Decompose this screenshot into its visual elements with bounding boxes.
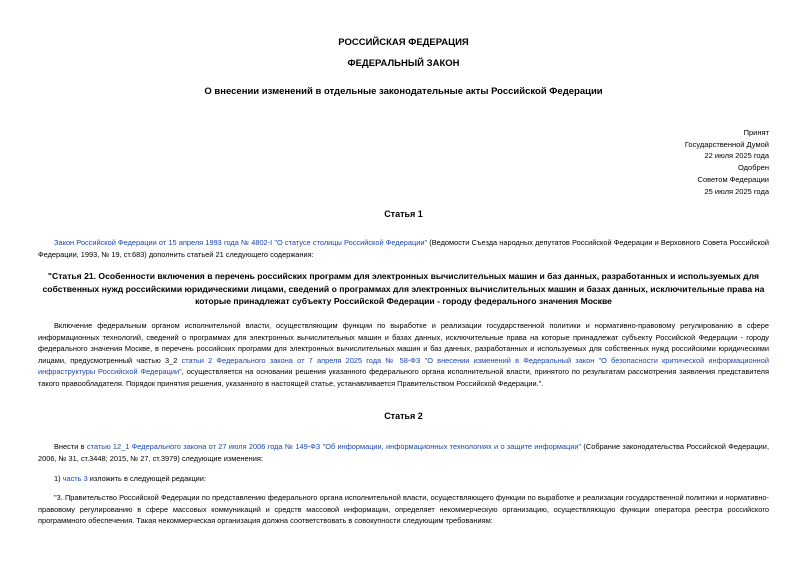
paragraph-text: изложить в следующей редакции: [87, 474, 206, 483]
adoption-line: 22 июля 2025 года [704, 151, 769, 161]
paragraph-text: (Собрание законодательства Российской Федерации, 2006, № 31, ст.3448; 2015, № 27, ст.3979) следующие изменения: [38, 442, 769, 463]
new-article-title: "Статья 21. Особенности включения в перечень российских программ для электронных вычислительных машин и баз данных, разработанных и используемых для собственных нужд российскими юридическими лицами, сведений о программах для электронных вычислительных машин и базах данных, исключительные права на которые принадлежат субъекту Российской Федерации - городу федерального значения Москве [42, 271, 765, 306]
law-type-heading: ФЕДЕРАЛЬНЫЙ ЗАКОН [347, 58, 460, 69]
article-2-item-1 [38, 473, 769, 485]
article-2-quote: "3. Правительство Российской Федерации по представлению федерального органа исполнительной власти, осуществляющего функции по выработке и реализации государственной политики и нормативно-правовому регулированию в сфере массовых коммуникаций и средств массовой информации, определяет некоммерческую организацию, осуществляющую функции оператора реестра российского программного обеспечения. Такая некоммерческая организация должна соответствовать в совокупности следующим требованиям: [38, 493, 769, 526]
adoption-line: 25 июля 2025 года [704, 186, 769, 196]
law-58-fz-link[interactable]: статьи 2 Федерального закона от 7 апреля 2025 года № 58-ФЗ "О внесении изменений в Федеральный закон "О безопасности критической информационной инфраструктуры Российской Федерации" [38, 355, 769, 377]
paragraph-text: , осуществляется на основании решения указанного федерального органа исполнительной власти, принятого по результатам рассмотрения заявления представителя такого правообладателя. Порядок принятия решения, указанного в настоящей статье, устанавливается Правительством Российской Федерации.". [38, 367, 769, 388]
paragraph-text: (Ведомости Съезда народных депутатов Российской Федерации и Верховного Совета Российской Федерации, 1993, № 19, ст.683) дополнить статьей 21 следующего содержания: [38, 238, 769, 259]
article-2-heading: Статья 2 [384, 411, 423, 421]
law-title: О внесении изменений в отдельные законодательные акты Российской Федерации [204, 86, 603, 97]
article-1-paragraph-2 [38, 320, 769, 390]
adoption-line: Одобрен [738, 163, 769, 173]
adoption-line: Советом Федерации [697, 174, 769, 184]
article-1-paragraph-1 [38, 237, 769, 260]
article-1-heading: Статья 1 [384, 209, 423, 219]
country-heading: РОССИЙСКАЯ ФЕДЕРАЦИЯ [338, 37, 469, 48]
adoption-block [685, 127, 769, 197]
adoption-line: Государственной Думой [684, 139, 769, 149]
paragraph-text: Включение федеральным органом исполнительной власти, осуществляющим функции по выработке и реализации государственной политики и нормативно-правовому регулированию в сфере информационных технологий, сведений о программах для электронных вычислительных машин и базах данных, исключительные права на которые принадлежат субъекту Российской Федерации - городу федерального значения Москве, в перечень российских программ для электронных вычислительных машин и баз данных, разработанных и используемых для собственных нужд российскими юридическими лицами, предусмотренный частью 3_2 [38, 321, 769, 365]
adoption-line: Принят [743, 128, 769, 137]
item-number: 1) [54, 474, 63, 483]
part-3-link[interactable]: часть 3 [62, 474, 88, 483]
paragraph-text: Внести в [54, 442, 87, 451]
law-149-fz-link[interactable]: статью 12_1 Федерального закона от 27 июля 2006 года № 149-ФЗ "Об информации, информационных технологиях и о защите информации" [86, 442, 582, 451]
article-2-paragraph-1 [38, 441, 769, 464]
law-4802-link[interactable]: Закон Российской Федерации от 15 апреля 1993 года № 4802-I "О статусе столицы Российской Федерации" [54, 238, 428, 247]
